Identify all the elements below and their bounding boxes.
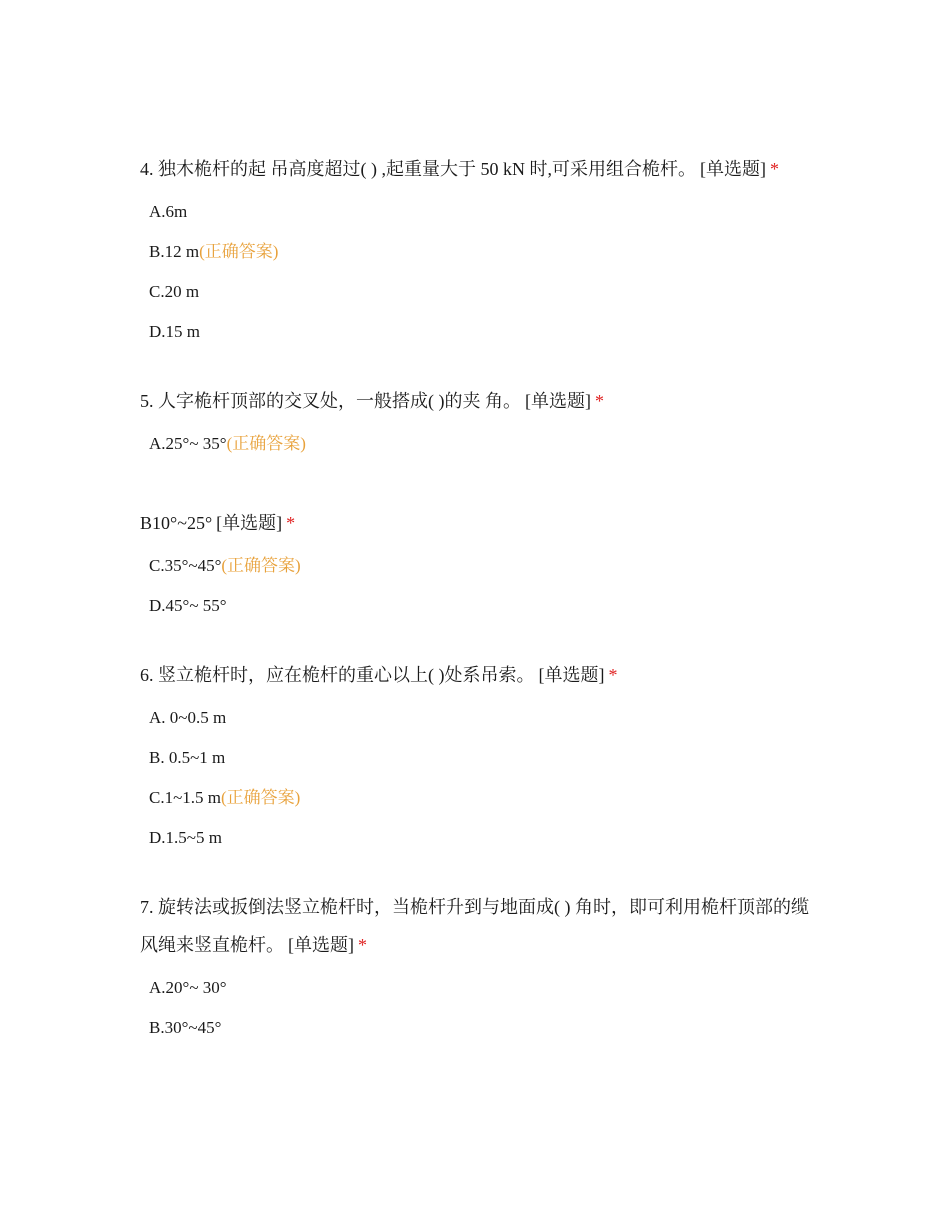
option-text: A. 0~0.5 m <box>149 708 227 727</box>
question-text: 7. 旋转法或扳倒法竖立桅杆时，当桅杆升到与地面成( ) 角时，即可利用桅杆顶部的缆风绳来竖直桅杆。 <box>140 897 809 955</box>
option-text: D.1.5~5 m <box>149 828 222 847</box>
option-a[interactable] <box>140 424 810 464</box>
required-mark: * <box>608 665 618 685</box>
option-b[interactable] <box>140 1008 810 1048</box>
question-title <box>140 382 810 420</box>
question-text: 4. 独木桅杆的起 吊高度超过( ) ,起重量大于 50 kN 时,可采用组合桅杆。 <box>140 159 696 179</box>
option-a[interactable] <box>140 192 810 232</box>
option-a[interactable] <box>140 968 810 1008</box>
question-title <box>140 150 810 188</box>
question-text: B10°~25° <box>140 513 213 533</box>
option-text: B.30°~45° <box>149 1018 222 1037</box>
option-list <box>140 968 810 1048</box>
question-title <box>140 504 810 542</box>
question-text: 6. 竖立桅杆时，应在桅杆的重心以上( )处系吊索。 <box>140 665 535 685</box>
option-text: A.20°~ 30° <box>149 978 227 997</box>
option-list <box>140 546 810 626</box>
required-mark: * <box>286 513 296 533</box>
question-6 <box>140 656 810 858</box>
option-text: D.45°~ 55° <box>149 596 227 615</box>
question-5-continued <box>140 504 810 626</box>
option-text: B.12 m <box>149 242 200 261</box>
option-text: B. 0.5~1 m <box>149 748 226 767</box>
option-list <box>140 192 810 352</box>
question-7 <box>140 888 810 1048</box>
option-text: D.15 m <box>149 322 200 341</box>
option-d[interactable] <box>140 818 810 858</box>
required-mark: * <box>358 935 367 955</box>
required-mark: * <box>595 391 604 411</box>
correct-answer-mark: (正确答案) <box>226 434 306 453</box>
question-type-label: [单选题] <box>525 391 591 411</box>
correct-answer-mark: (正确答案) <box>221 788 301 807</box>
question-title <box>140 656 810 694</box>
question-type-label: [单选题] <box>700 159 766 179</box>
option-c[interactable] <box>140 272 810 312</box>
option-text: A.6m <box>149 202 188 221</box>
option-list <box>140 698 810 858</box>
option-d[interactable] <box>140 586 810 626</box>
question-type-label: [单选题] <box>288 935 354 955</box>
option-d[interactable] <box>140 312 810 352</box>
option-text: A.25°~ 35° <box>149 434 227 453</box>
option-text: C.20 m <box>149 282 200 301</box>
question-title <box>140 888 810 964</box>
question-text: 5. 人字桅杆顶部的交叉处，一般搭成( )的夹 角。 <box>140 391 521 411</box>
correct-answer-mark: (正确答案) <box>221 556 301 575</box>
option-list <box>140 424 810 464</box>
option-c[interactable] <box>140 546 810 586</box>
question-type-label: [单选题] <box>538 665 605 685</box>
option-c[interactable] <box>140 778 810 818</box>
question-5 <box>140 382 810 464</box>
survey-page <box>140 150 810 1078</box>
question-type-label: [单选题] <box>216 513 283 533</box>
option-b[interactable] <box>140 738 810 778</box>
option-text: C.1~1.5 m <box>149 788 222 807</box>
option-text: C.35°~45° <box>149 556 222 575</box>
option-a[interactable] <box>140 698 810 738</box>
correct-answer-mark: (正确答案) <box>199 242 279 261</box>
required-mark: * <box>770 159 779 179</box>
question-4 <box>140 150 810 352</box>
option-b[interactable] <box>140 232 810 272</box>
